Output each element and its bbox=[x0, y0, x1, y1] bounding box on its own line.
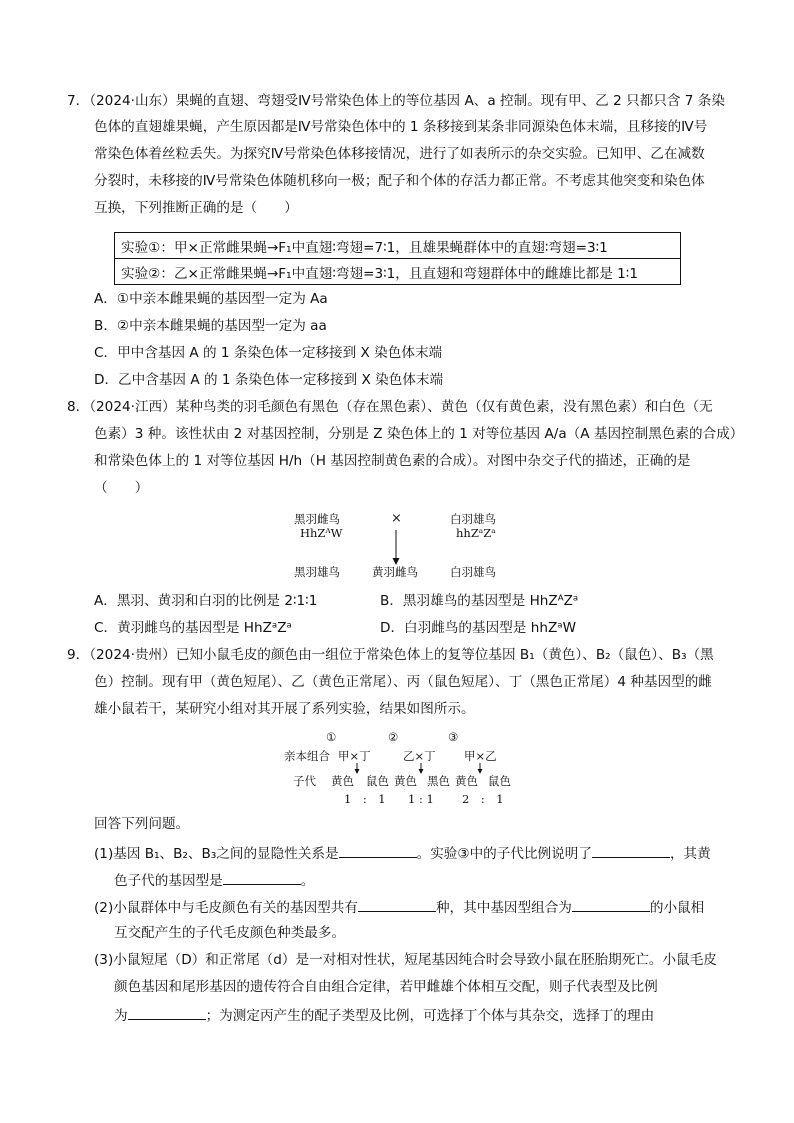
q7-option-d[interactable]: D．乙中含基因 A 的 1 条染色体一定移接到 X 染色体末端 bbox=[94, 372, 444, 388]
q9-ratio-2: 1 : 1 bbox=[408, 792, 434, 806]
q9-sub1-text-d: 色子代的基因型是 bbox=[114, 873, 223, 889]
q7-option-c[interactable]: C．甲中含基因 A 的 1 条染色体一定移接到 X 染色体末端 bbox=[94, 345, 443, 361]
q9-child-2b: 黑色 bbox=[427, 774, 450, 788]
q7-option-b[interactable]: B．②中亲本雌果蝇的基因型一定为 aa bbox=[94, 318, 327, 334]
q8-parent1-genotype: HhZᴬW bbox=[300, 526, 343, 540]
q9-sub1-blank-2[interactable] bbox=[592, 843, 670, 858]
q8-parent2-genotype: hhZᵃZᵃ bbox=[456, 526, 496, 540]
q9-sub1-line-1 bbox=[94, 843, 711, 863]
q9-sub3-blank-1[interactable] bbox=[128, 1005, 206, 1020]
q9-sub2-text-a: (2)小鼠群体中与毛皮颜色有关的基因型共有 bbox=[94, 900, 358, 916]
q8-line-4: （ ） bbox=[94, 480, 149, 496]
q8-option-c[interactable]: C．黄羽雌鸟的基因型是 HhZᵃZᵃ bbox=[94, 620, 292, 636]
q9-sub3-line-2: 颜色基因和尾形基因的遗传符合自由组合定律，若甲雌雄个体相互交配，则子代表型及比例 bbox=[114, 979, 658, 995]
q8-parent1-label: 黑羽雌鸟 bbox=[294, 512, 340, 526]
q9-sub2-line-1 bbox=[94, 897, 704, 917]
q9-sub2-line-2: 互交配产生的子代毛皮颜色种类最多。 bbox=[114, 925, 346, 941]
q9-sub3-text-c: 为 bbox=[114, 1008, 128, 1024]
q9-sub1-text-e: 。 bbox=[300, 873, 315, 889]
q9-ratio-1: 1 : 1 bbox=[344, 792, 386, 806]
q8-child3: 白羽雄鸟 bbox=[450, 565, 496, 579]
q7-option-a[interactable]: A．①中亲本雌果蝇的基因型一定为 Aa bbox=[94, 291, 328, 307]
q9-cross-3: 甲×乙 bbox=[464, 749, 497, 763]
q7-experiment-2: 实验②：乙×正常雌果蝇→F₁中直翅∶弯翅=3∶1，且直翅和弯翅群体中的雌雄比都是 1∶1 bbox=[115, 259, 681, 285]
q9-line-2: 色）控制。现有甲（黄色短尾）、乙（黄色正常尾）、丙（鼠色短尾）、丁（黑色正常尾）4 种基因型的雌 bbox=[94, 674, 712, 690]
q9-sub3-line-1: (3)小鼠短尾（D）和正常尾（d）是一对相对性状，短尾基因纯合时会导致小鼠在胚胎期死亡。小鼠毛皮 bbox=[94, 952, 717, 968]
q8-cross-symbol: × bbox=[391, 511, 402, 526]
q7-line-5: 互换，下列推断正确的是（ ） bbox=[94, 200, 298, 216]
q9-sub2-blank-1[interactable] bbox=[358, 897, 436, 912]
q7-line-4: 分裂时，未移接的Ⅳ号常染色体随机移向一极；配子和个体的存活力都正常。不考虑其他突变和染色体 bbox=[94, 173, 705, 189]
q8-line-2: 色素）3 种。该性状由 2 对基因控制，分别是 Z 染色体上的 1 对等位基因 A/a（A 基因控制黑色素的合成） bbox=[94, 426, 744, 442]
q9-line-3: 雄小鼠若干，某研究小组对其开展了系列实验，结果如图所示。 bbox=[94, 701, 475, 717]
q9-cross-2: 乙×丁 bbox=[403, 749, 436, 763]
q9-sub1-text-a: (1)基因 B₁、B₂、B₃之间的显隐性关系是 bbox=[94, 846, 339, 862]
q8-option-d[interactable]: D．白羽雌鸟的基因型是 hhZᵃW bbox=[380, 620, 577, 636]
q9-sub1-text-b: 。实验③中的子代比例说明了 bbox=[416, 846, 592, 862]
q9-sub2-text-b: 种，其中基因型组合为 bbox=[435, 900, 572, 916]
q8-option-b[interactable]: B．黑羽雄鸟的基因型是 HhZᴬZᵃ bbox=[380, 593, 579, 609]
q7-line-1: 7．（2024·山东）果蝇的直翅、弯翅受Ⅳ号常染色体上的等位基因 A、a 控制。现有甲、乙 2 只都只含 7 条染 bbox=[67, 93, 725, 109]
q9-child-3b: 鼠色 bbox=[488, 774, 511, 788]
q9-child-1a: 黄色 bbox=[331, 774, 354, 788]
q9-sub1-blank-3[interactable] bbox=[223, 870, 301, 885]
q9-answer-intro: 回答下列问题。 bbox=[94, 816, 190, 832]
q9-sub3-line-3 bbox=[114, 1005, 654, 1025]
q9-ratio-3: 2 : 1 bbox=[462, 792, 504, 806]
q8-parent2-label: 白羽雄鸟 bbox=[450, 512, 496, 526]
q9-experiment-num-3: ③ bbox=[448, 730, 459, 744]
q8-child1: 黑羽雄鸟 bbox=[294, 565, 340, 579]
q9-child-1b: 鼠色 bbox=[366, 774, 389, 788]
q9-child-row-label: 子代 bbox=[293, 774, 316, 788]
q9-sub2-text-c: 的小鼠相 bbox=[649, 900, 705, 916]
q7-experiment-1: 实验①：甲×正常雌果蝇→F₁中直翅∶弯翅=7∶1，且雄果蝇群体中的直翅∶弯翅=3∶1 bbox=[115, 233, 681, 259]
q9-sub2-blank-2[interactable] bbox=[572, 897, 650, 912]
q9-child-3a: 黄色 bbox=[455, 774, 478, 788]
q9-cross-1: 甲×丁 bbox=[338, 749, 371, 763]
q8-option-a[interactable]: A．黑羽、黄羽和白羽的比例是 2∶1∶1 bbox=[94, 593, 318, 609]
q9-sub1-blank-1[interactable] bbox=[339, 843, 417, 858]
q9-sub1-text-c: ，其黄 bbox=[669, 846, 711, 862]
q7-line-3: 常染色体着丝粒丢失。为探究Ⅳ号常染色体移接情况，进行了如表所示的杂交实验。已知甲、乙在减数 bbox=[94, 146, 705, 162]
q9-sub1-line-2 bbox=[114, 870, 314, 890]
q9-sub3-text-d: ；为测定丙产生的配子类型及比例，可选择丁个体与其杂交，选择丁的理由 bbox=[205, 1008, 655, 1024]
q9-line-1: 9．（2024·贵州）已知小鼠毛皮的颜色由一组位于常染色体上的复等位基因 B₁（黄色）、B₂（鼠色）、B₃（黑 bbox=[67, 647, 714, 663]
q8-line-1: 8．（2024·江西）某种鸟类的羽毛颜色有黑色（存在黑色素）、黄色（仅有黄色素，没有黑色素）和白色（无 bbox=[67, 399, 713, 415]
q7-line-2: 色体的直翅雄果蝇，产生原因都是Ⅳ号常染色体中的 1 条移接到某条非同源染色体末端，且移接的Ⅳ号 bbox=[94, 119, 708, 135]
q9-child-2a: 黄色 bbox=[394, 774, 417, 788]
q8-child2: 黄羽雌鸟 bbox=[372, 565, 418, 579]
q9-experiment-num-1: ① bbox=[326, 730, 337, 744]
q9-experiment-num-2: ② bbox=[388, 730, 399, 744]
q9-parent-row-label: 亲本组合 bbox=[284, 749, 330, 763]
q8-line-3: 和常染色体上的 1 对等位基因 H/h（H 基因控制黄色素的合成）。对图中杂交子代的描述，正确的是 bbox=[94, 453, 691, 469]
